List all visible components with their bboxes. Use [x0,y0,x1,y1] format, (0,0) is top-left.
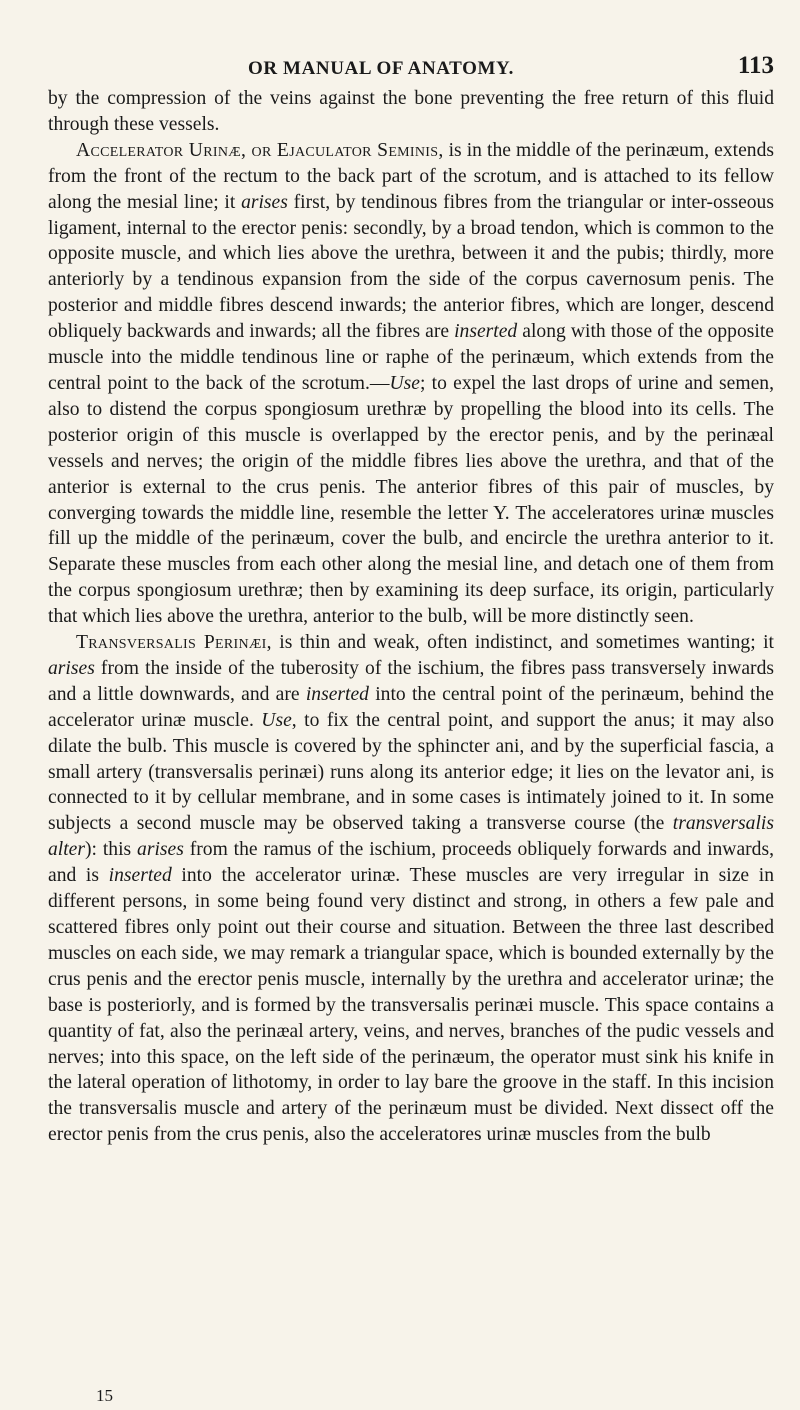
paragraph [48,138,774,630]
text-run: along with those of the opposite muscle into the middle tendinous line or raphe of the perinæum, which extends from the central point to the back of the scrotum.— [48,321,774,394]
text-run: first, by tendinous fibres from the triangular or inter-osseous ligament, internal to the erector penis: secondly, by a broad tendon, which is common to the opposite muscle, and which lies above the urethra, between it and the pubis; thirdly, more anteriorly by a tendinous expansion from the side of the corpus cavernosum penis. The posterior and middle fibres descend inwards; the anterior fibres, which are longer, descend obliquely backwards and inwards; all the fibres are [48,191,774,343]
italic-term: arises [241,191,288,213]
page-number: 113 [737,52,774,79]
running-head: OR MANUAL OF ANATOMY. [248,58,514,79]
text-run: from the inside of the tuberosity of the ischium, the fibres pass transversely inwards and a little downwards, and are [48,657,774,705]
italic-term: inserted [305,683,369,705]
section-heading: Transversalis Perinæi, [76,632,272,654]
italic-term: arises [48,657,95,679]
section-heading: Accelerator Urinæ, or Ejaculator Seminis, [76,139,444,161]
text-run: by the compression of the veins against the bone preventing the free return of this fluid through these vessels. [48,88,774,135]
text-run: is in the middle of the perinæum, extends from the front of the rectum to the back part of the scrotum, and is attached to its fellow along the mesial line; it [48,139,774,213]
italic-term: Use [389,372,420,394]
text-run: ; to expel the last drops of urine and semen, also to distend the corpus spongiosum urethræ by propelling the blood into its cells. The posterior origin of this muscle is overlapped by the erector penis, and by the perinæal vessels and nerves; the origin of the middle fibres lies above the urethra, and that of the anterior is external to the crus penis. The anterior fibres of this pair of muscles, by converging towards the middle line, resemble the letter Y. The acceleratores urinæ muscles fill up the middle of the perinæum, cover the bulb, and encircle the urethra anterior to it. Separate these muscles from each other along the mesial line, and detach one of them from the corpus spongiosum urethræ; then by examining its deep surface, its origin, particularly that which lies above the urethra, anterior to the bulb, will be more distinctly seen. [48,372,774,628]
page-header [48,36,774,79]
text-run: into the central point of the perinæum, behind the accelerator urinæ muscle. [48,683,774,731]
text-run: is thin and weak, often indistinct, and sometimes wanting; it [271,632,774,654]
italic-term: arises [137,839,184,861]
paragraph [48,86,774,138]
italic-term: transversalis alter [48,813,774,861]
text-run: ): this [85,839,138,861]
text-run: , to fix the central point, and support the anus; it may also dilate the bulb. This muscle is covered by the sphincter ani, and by the superficial fascia, a small artery (transversalis perinæi) runs along its anterior edge; it lies on the levator ani, is connected to it by cellular membrane, and in some cases is intimately joined to it. In some subjects a second muscle may be observed taking a transverse course (the [48,709,775,835]
italic-term: inserted [108,865,172,887]
signature-mark: 15 [96,1386,113,1405]
text-run: into the accelerator urinæ. These muscles are very irregular in size in different persons, in some being found very distinct and strong, in others a few pale and scattered fibres only point out their course and situation. Between the three last described muscles on each side, we may remark a triangular space, which is bounded externally by the crus penis and the erector penis muscle, internally by the urethra and accelerator urinæ; the base is posteriorly, and is formed by the transversalis perinæi muscle. This space contains a quantity of fat, also the perinæal artery, veins, and nerves, branches of the pudic vessels and nerves; into this space, on the left side of the perinæum, the operator must sink his knife in the lateral operation of lithotomy, in order to lay bare the groove in the staff. In this incision the transversalis muscle and artery of the perinæum must be divided. Next dissect off the erector penis from the crus penis, also the acceleratores urinæ muscles from the bulb [48,865,774,1146]
text-run: from the ramus of the ischium, proceeds obliquely forwards and inwards, and is [48,839,775,887]
italic-term: inserted [454,321,518,343]
body-text [48,86,774,1148]
italic-term: Use [261,709,292,731]
paragraph [48,630,774,1148]
